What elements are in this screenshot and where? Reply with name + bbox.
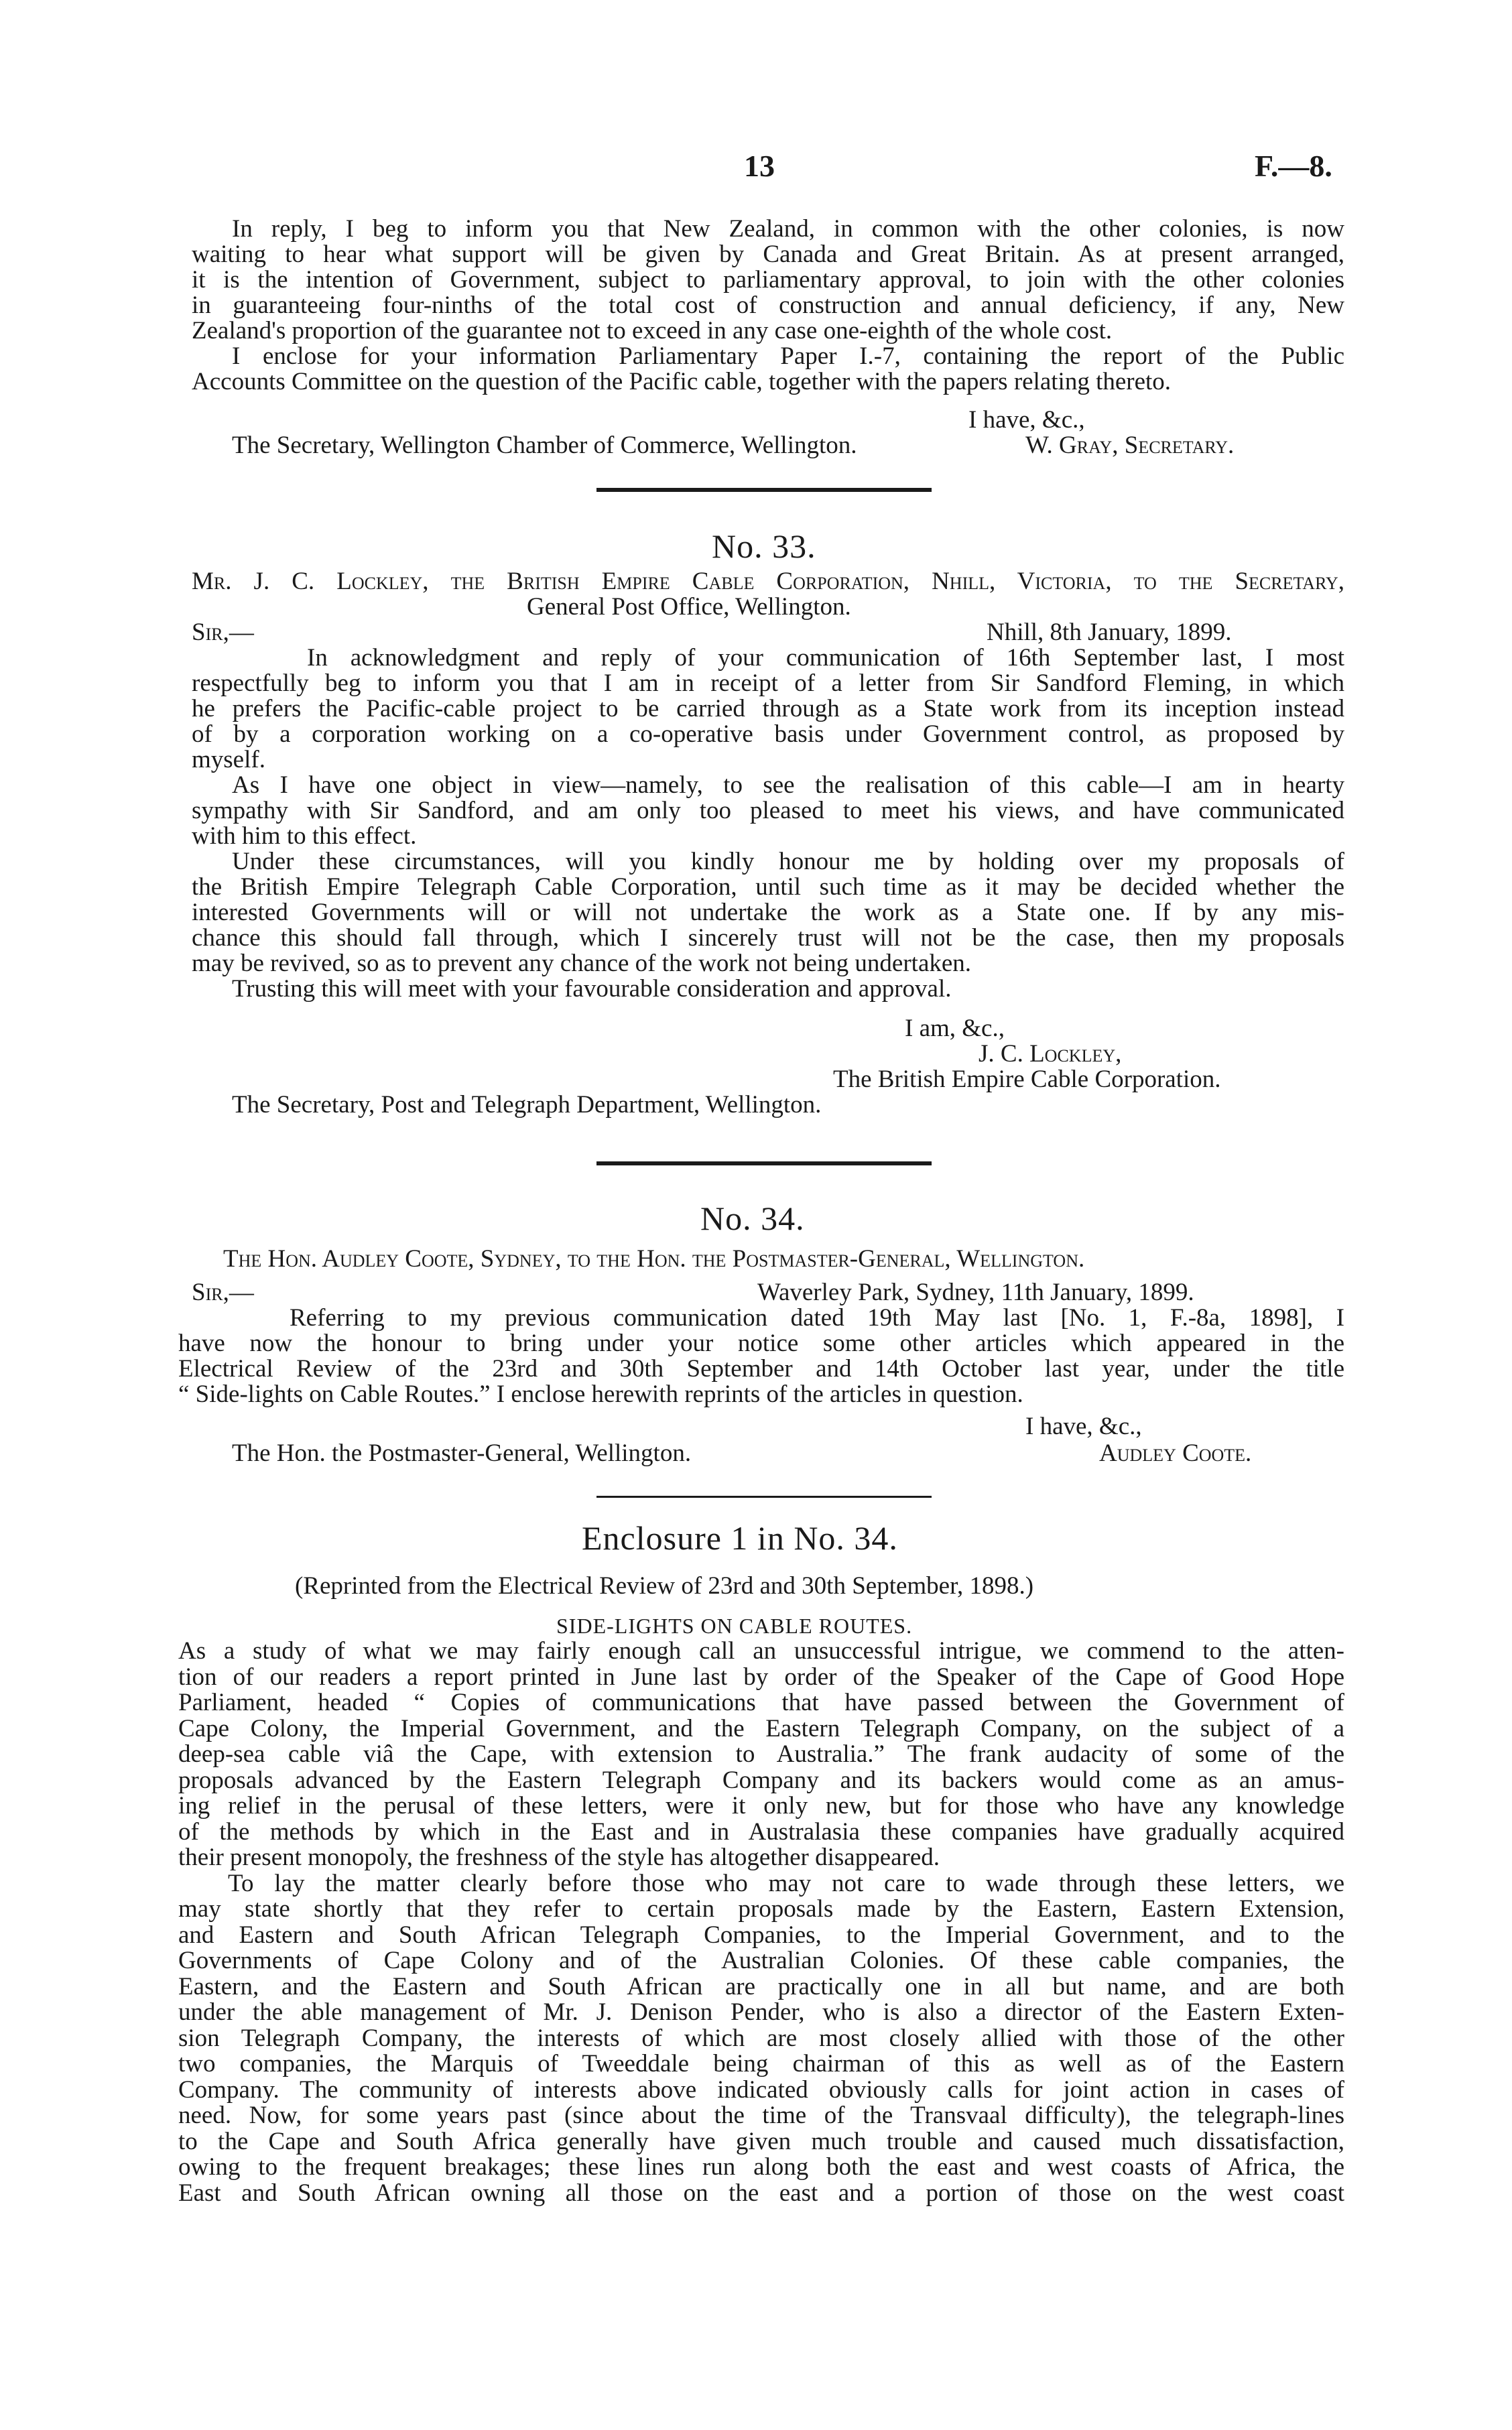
addressee: The Secretary, Wellington Chamber of Commerce, Wellington. — [232, 432, 857, 459]
text-line: two companies, the Marquis of Tweeddale being chairman of this as well as of the Eastern — [178, 2050, 1344, 2077]
addressee: The Secretary, Post and Telegraph Department, Wellington. — [232, 1091, 822, 1118]
text-line: In reply, I beg to inform you that New Zealand, in common with the other colonies, is now — [232, 215, 1344, 243]
text-line: As a study of what we may fairly enough call an unsuccessful intrigue, we commend to the atten- — [178, 1637, 1344, 1665]
text-line: To lay the matter clearly before those who may not care to wade through these letters, we — [228, 1869, 1344, 1897]
text-line: East and South African owning all those on the east and a portion of those on the west coast — [178, 2179, 1344, 2207]
text-line: need. Now, for some years past (since about the time of the Transvaal difficulty), the telegraph-lines — [178, 2102, 1344, 2129]
place-date: Nhill, 8th January, 1899. — [987, 619, 1232, 646]
text-line: of the methods by which in the East and in Australasia these companies have gradually acquired — [178, 1817, 1344, 1846]
text-line: As I have one object in view—namely, to see the realisation of this cable—I am in hearty — [232, 771, 1344, 799]
text-line: respectfully beg to inform you that I am in receipt of a letter from Sir Sandford Fleming, in which — [192, 669, 1344, 697]
text-line: their present monopoly, the freshness of the style has altogether disappeared. — [178, 1844, 940, 1871]
reply-letter-body — [192, 216, 1344, 395]
section-heading: No. 33. — [712, 527, 816, 565]
signature: J. C. Lockley, — [979, 1040, 1122, 1068]
text-line: owing to the frequent breakages; these lines run along both the east and west coasts of Africa, the — [178, 2153, 1344, 2181]
closing-salutation: I am, &c., — [905, 1015, 1005, 1042]
text-line: and Eastern and South African Telegraph Companies, to the Imperial Government, and to the — [178, 1921, 1344, 1949]
text-line: interested Governments will or will not undertake the work as a State one. If by any mis- — [192, 899, 1344, 926]
text-line: waiting to hear what support will be given by Canada and Great Britain. As at present arranged, — [192, 241, 1344, 268]
closing-salutation: I have, &c., — [968, 406, 1085, 434]
section-divider — [596, 1161, 932, 1165]
text-line: he prefers the Pacific-cable project to be carried through as a State work from its inception instead — [192, 695, 1344, 722]
text-line: Cape Colony, the Imperial Government, and the Eastern Telegraph Company, on the subject of a — [178, 1714, 1344, 1742]
text-line: Accounts Committee on the question of the Pacific cable, together with the papers relating thereto. — [192, 368, 1172, 395]
closing-salutation: I have, &c., — [1025, 1413, 1142, 1440]
document-reference: F.—8. — [1255, 149, 1332, 183]
text-line: sympathy with Sir Sandford, and am only too pleased to meet his views, and have communicated — [192, 797, 1344, 824]
text-line: Company. The community of interests above indicated obviously calls for joint action in cases of — [178, 2075, 1344, 2104]
letter-body — [178, 1305, 1344, 1407]
text-line: it is the intention of Government, subject to parliamentary approval, to join with the other colonies — [192, 266, 1344, 294]
text-line: may state shortly that they refer to certain proposals made by the Eastern, Eastern Extension, — [178, 1895, 1344, 1923]
letter-body — [192, 645, 1344, 1002]
letter-intro: Mr. J. C. Lockley, the British Empire Cable Corporation, Nhill, Victoria, to the Secretary, — [192, 568, 1345, 595]
text-line: Trusting this will meet with your favourable consideration and approval. — [232, 975, 952, 1003]
text-line: proposals advanced by the Eastern Telegraph Company and its backers would come as an amus- — [178, 1766, 1344, 1794]
signatory: W. Gray, Secretary. — [1025, 432, 1235, 459]
section-divider — [596, 1496, 932, 1498]
letter-intro: The Hon. Audley Coote, Sydney, to the Hon. the Postmaster-General, Wellington. — [223, 1245, 1085, 1273]
letter-intro-continued: General Post Office, Wellington. — [527, 593, 851, 621]
page-number: 13 — [744, 149, 775, 183]
text-line: chance this should fall through, which I sincerely trust will not be the case, then my proposals — [192, 924, 1344, 952]
text-line: Parliament, headed “ Copies of communications that have passed between the Government of — [178, 1689, 1344, 1716]
place-date: Waverley Park, Sydney, 11th January, 1899. — [757, 1279, 1194, 1306]
text-line: to the Cape and South Africa generally have given much trouble and caused much dissatisfaction, — [178, 2127, 1344, 2155]
article-title: SIDE-LIGHTS ON CABLE ROUTES. — [556, 1614, 913, 1638]
text-line: may be revived, so as to prevent any chance of the work not being undertaken. — [192, 950, 972, 977]
text-line: Zealand's proportion of the guarantee not to exceed in any case one-eighth of the whole cost. — [192, 317, 1113, 344]
text-line: ing relief in the perusal of these letters, were it only new, but for those who have any knowledge — [178, 1792, 1344, 1819]
text-line: sion Telegraph Company, the interests of which are most closely allied with those of the other — [178, 2024, 1344, 2052]
text-line: Referring to my previous communication dated 19th May last [No. 1, F.-8a, 1898], I — [290, 1304, 1344, 1332]
enclosure-heading: Enclosure 1 in No. 34. — [582, 1519, 898, 1557]
text-line: I enclose for your information Parliamentary Paper I.-7, containing the report of the Public — [232, 342, 1344, 370]
salutation: Sir,— — [192, 619, 254, 646]
text-line: Under these circumstances, will you kindly honour me by holding over my proposals of — [232, 848, 1344, 875]
salutation: Sir,— — [192, 1279, 254, 1306]
signatory: Audley Coote. — [1099, 1440, 1252, 1467]
article-body — [178, 1639, 1344, 2206]
text-line: tion of our readers a report printed in June last by order of the Speaker of the Cape of Good Hope — [178, 1663, 1344, 1691]
text-line: under the able management of Mr. J. Denison Pender, who is also a director of the Eastern Exten- — [178, 1998, 1344, 2026]
text-line: with him to this effect. — [192, 822, 417, 850]
text-line: deep-sea cable viâ the Cape, with extension to Australia.” The frank audacity of some of the — [178, 1740, 1344, 1768]
text-line: Eastern, and the Eastern and South African are practically one in all but name, and are both — [178, 1972, 1344, 2000]
text-line: “ Side-lights on Cable Routes.” I enclose herewith reprints of the articles in question. — [178, 1381, 1023, 1408]
text-line: have now the honour to bring under your notice some other articles which appeared in the — [178, 1330, 1344, 1357]
text-line: Electrical Review of the 23rd and 30th September and 14th October last year, under the title — [178, 1355, 1344, 1383]
text-line: Governments of Cape Colony and of the Australian Colonies. Of these cable companies, the — [178, 1947, 1344, 1974]
text-line: in guaranteeing four-ninths of the total cost of construction and annual deficiency, if any, New — [192, 292, 1344, 319]
signatory-organization: The British Empire Cable Corporation. — [833, 1066, 1221, 1093]
reprint-note: (Reprinted from the Electrical Review of 23rd and 30th September, 1898.) — [295, 1572, 1034, 1600]
text-line: the British Empire Telegraph Cable Corporation, until such time as it may be decided whether the — [192, 873, 1344, 901]
section-divider — [596, 488, 932, 492]
addressee: The Hon. the Postmaster-General, Wellington. — [232, 1440, 692, 1467]
text-line: of by a corporation working on a co-operative basis under Government control, as proposed by — [192, 720, 1344, 748]
section-heading: No. 34. — [700, 1200, 805, 1237]
text-line: In acknowledgment and reply of your communication of 16th September last, I most — [307, 644, 1344, 672]
text-line: myself. — [192, 746, 265, 773]
